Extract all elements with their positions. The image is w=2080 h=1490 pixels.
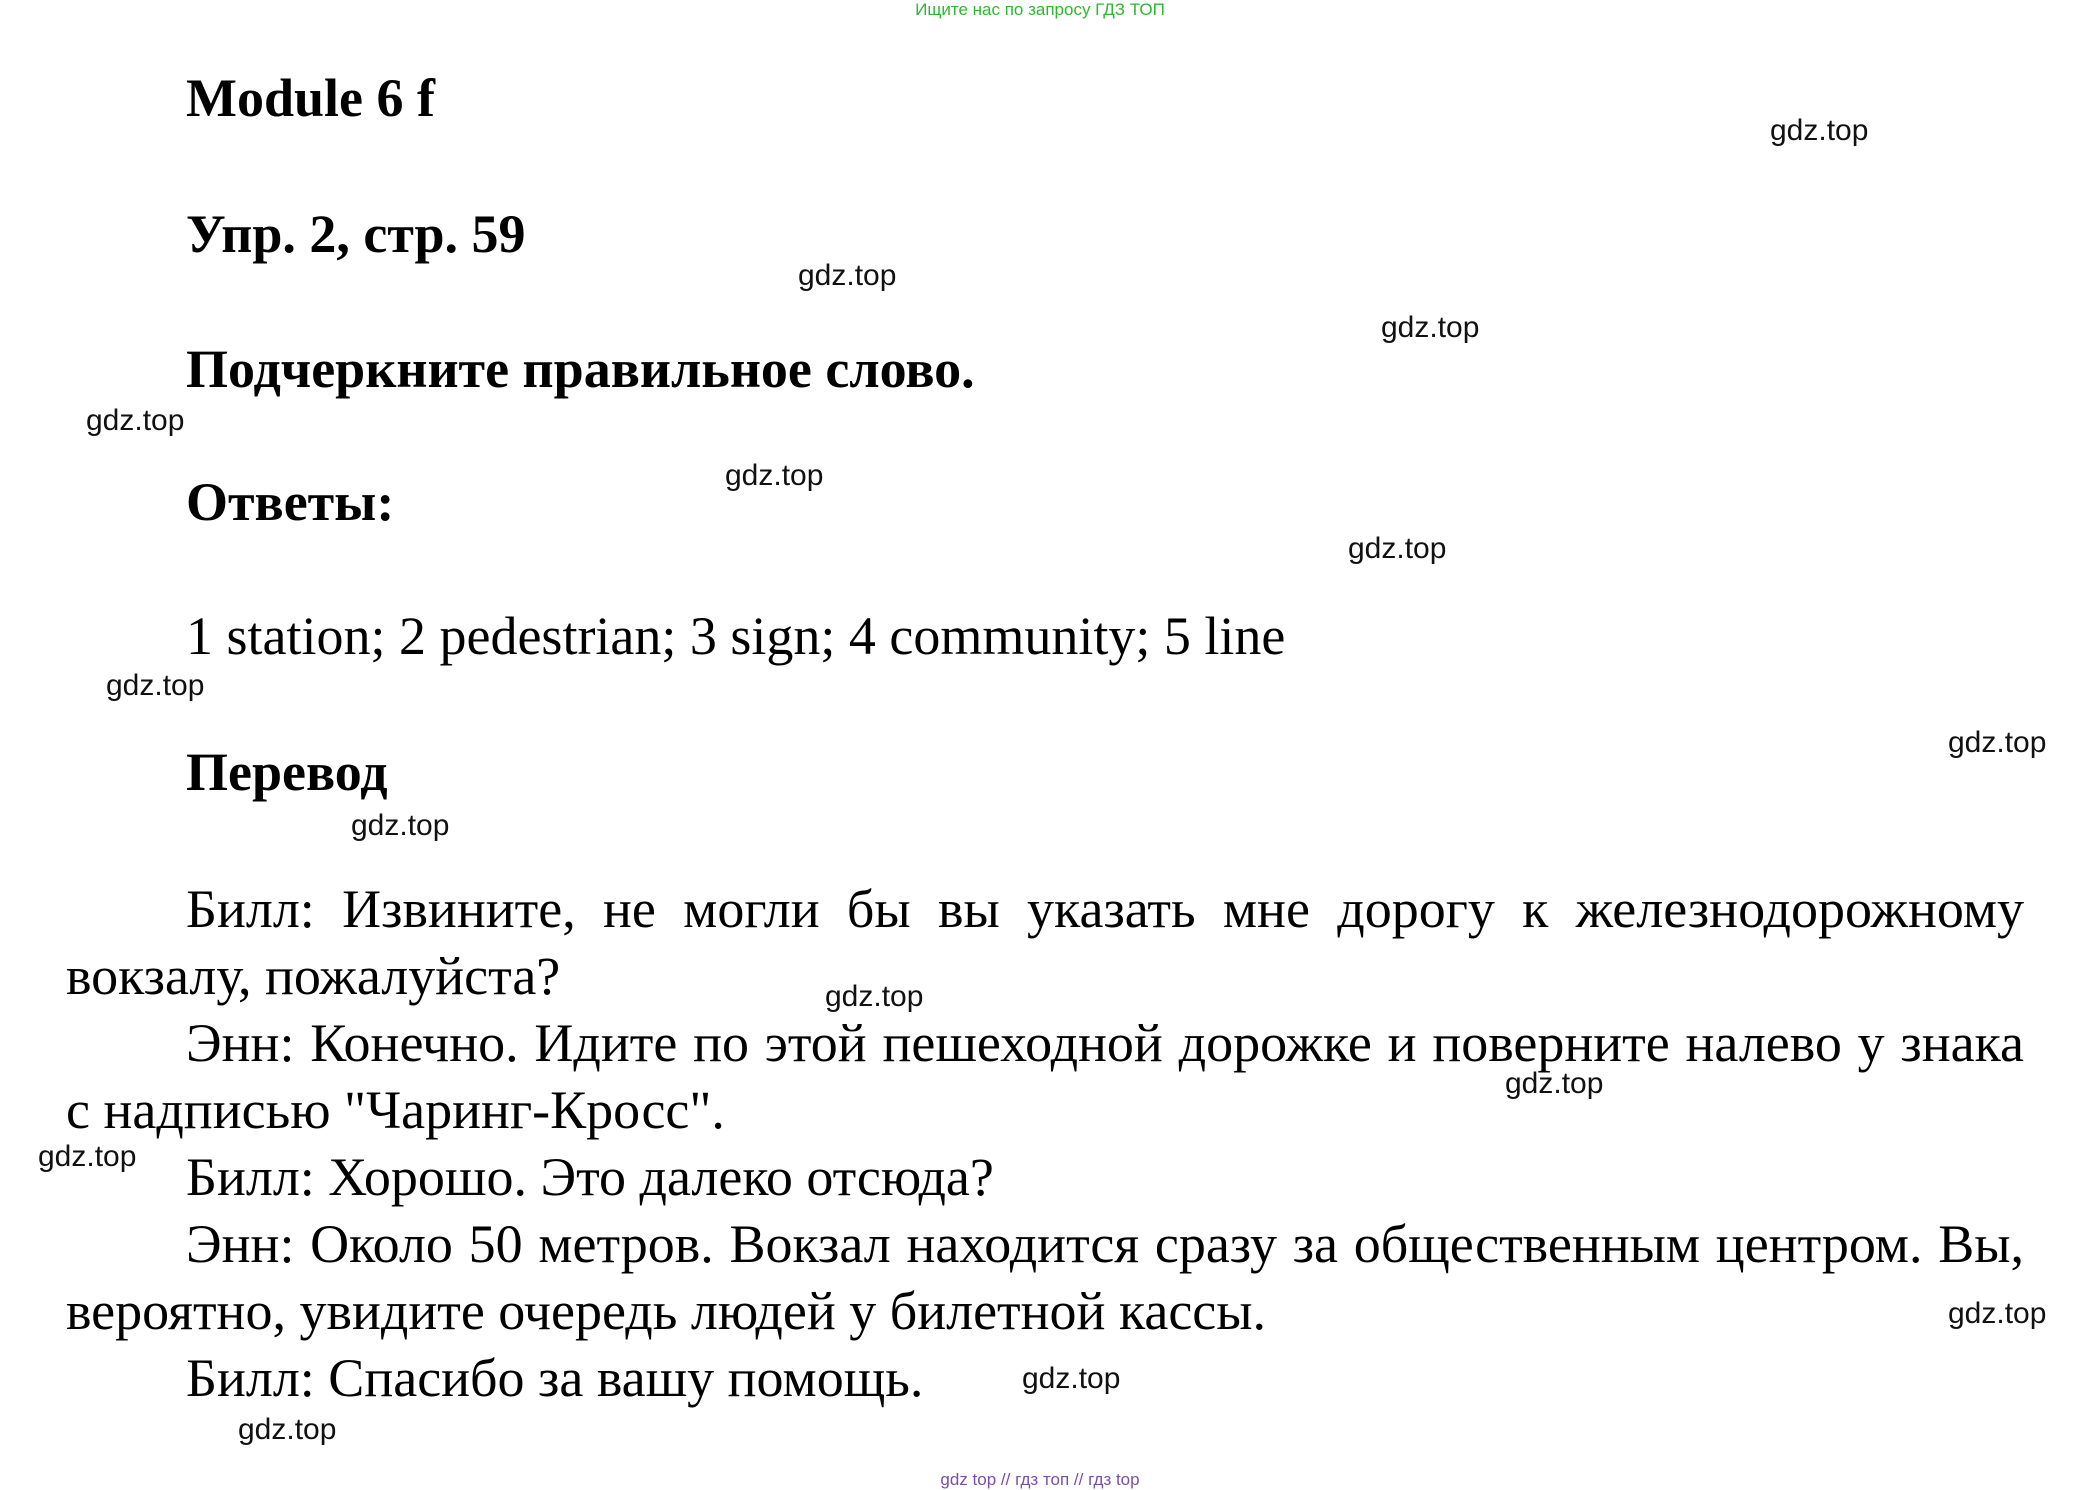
top-banner: Ищите нас по запросу ГДЗ ТОП [915,0,1165,19]
bottom-banner: gdz top // гдз топ // гдз top [940,1470,1140,1489]
dialog-line: Энн: Конечно. Идите по этой пешеходной дорожке и поверните налево у знака с надписью "Чаринг-Кросс". [66,1013,2024,1140]
watermark: gdz.top [825,980,924,1013]
module-title: Module 6 f [186,68,435,128]
watermark: gdz.top [86,404,185,437]
watermark: gdz.top [1770,114,1869,147]
watermark: gdz.top [1505,1067,1604,1100]
watermark: gdz.top [1381,311,1480,344]
translation-dialog [66,876,2024,1412]
watermark: gdz.top [1348,532,1447,565]
watermark: gdz.top [238,1413,337,1446]
watermark: gdz.top [1022,1362,1121,1395]
watermark: gdz.top [106,669,205,702]
dialog-line: Билл: Извините, не могли бы вы указать мне дорогу к железнодорожному вокзалу, пожалуйста? [66,879,2024,1006]
exercise-heading: Упр. 2, стр. 59 [186,204,526,264]
watermark: gdz.top [351,809,450,842]
watermark: gdz.top [1948,726,2047,759]
dialog-line: Билл: Спасибо за вашу помощь. [186,1348,924,1408]
watermark: gdz.top [798,259,897,292]
dialog-line: Энн: Около 50 метров. Вокзал находится сразу за общественным центром. Вы, вероятно, увидите очередь людей у билетной кассы. [66,1214,2024,1341]
watermark: gdz.top [38,1140,137,1173]
translation-heading: Перевод [186,742,388,802]
instruction-heading: Подчеркните правильное слово. [186,339,975,399]
dialog-line: Билл: Хорошо. Это далеко отсюда? [186,1147,994,1207]
answers-heading: Ответы: [186,472,395,532]
answers-text: 1 station; 2 pedestrian; 3 sign; 4 community; 5 line [186,606,1286,666]
watermark: gdz.top [1948,1297,2047,1330]
watermark: gdz.top [725,459,824,492]
